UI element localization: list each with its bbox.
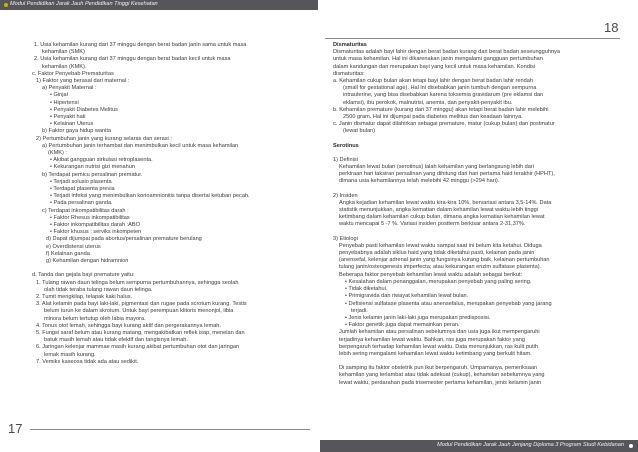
left-column <box>26 42 296 366</box>
left-text-line: 2) Pertumbuhan janin yang kurang selaras dan serasi : <box>36 135 172 142</box>
left-text-line: 2. Usia kehamilan kurang dari 37 minggu dengan berat badan kecil untuk masa <box>34 56 231 63</box>
left-text-line: • Terdapat plasenta previa <box>50 186 115 193</box>
right-text-line: (lewat bulan) <box>343 128 376 135</box>
right-text-line: kehamilan yang terlambat atau tidak adekuat (cukup), kehamilan sebelumnya yang <box>339 372 545 379</box>
left-text-line: 2. Tumit mengkilap, telapak kaki halus. <box>36 293 133 300</box>
right-text-line: eklamsi), ibu perokok, malnutrisi, anemia, dan penyakit-penyakit ibu. <box>343 99 513 106</box>
footer-bar <box>320 440 638 452</box>
right-text-line: c. Janin dismatur dapat dilahirkan sebagai premature, matur (cukup bulan) dan postmatur <box>333 121 555 128</box>
section-heading: Dismaturitas <box>333 42 367 48</box>
left-text-line: minora belum tertutup oleh labia mayora. <box>44 315 146 322</box>
left-text-line: 1. Tulang rawan daun telinga belum sempurna pertumbuhannya, sehingga seolah <box>36 279 239 286</box>
right-text-line: tulang janin/osteogenesis imperfecta; atau kekurangan enzim sulfatase plasenta). <box>339 264 542 271</box>
bullet-dot-icon <box>4 3 8 7</box>
spacer <box>333 229 615 236</box>
left-text-line: • Faktor Rhesus inkompatibilitas <box>50 214 130 221</box>
left-text-line: c) Terdapat inkompatibilitas darah : <box>42 207 129 214</box>
right-text-line: Beberapa faktor penyebab kehamilan lewat waktu adalah sebagai berikut: <box>339 271 523 278</box>
right-text-line: untuk masa kehamilan. Hal ini dikarenakan janin mengalami gangguan pertumbuhan <box>333 56 543 63</box>
spacer <box>333 136 615 143</box>
left-text-line: • Pada persalinan ganda. <box>50 200 113 207</box>
right-text-line: waktu mencapai 5 -7 %. Variasi insiden postterm berkisar antara 2-31,37%. <box>339 221 526 228</box>
left-text-line: c. Faktor Penyebab Prematuritas <box>32 70 114 77</box>
right-text-line: dismaturitas: <box>333 70 365 77</box>
right-text-line: Penyebab pasti kehamilan lewat waktu sampai saat ini belum kita ketahui. Diduga <box>339 242 542 249</box>
left-text-line: batuk masih lemah atau tidak efektif dan tangisnya lemah. <box>44 337 188 344</box>
left-text-line: 4. Tonus otot lemah, sehingga bayi kurang aktif dan pergerakannya lemah. <box>36 322 221 329</box>
right-text-line: 1) Definisi <box>333 156 358 163</box>
left-text-line: d. Tanda dan gejala bayi premature yaitu: <box>32 272 135 279</box>
left-text-line: • Faktor inkompatibilitas darah :ABO <box>50 222 140 229</box>
spacer <box>333 186 615 193</box>
left-text-line: 6. Jaringan kelenjar mammae masih kurang akibat pertumbuhan otot dan jaringan <box>36 344 240 351</box>
right-text-line: perkiraan hari taksiran persalinan yang dihitung dari hari pertama haid terakhir (HPHT), <box>339 171 555 178</box>
right-text-line: a. Kehamilan cukup bulan akan tetapi bayi lahir dengan berat badan lahir rendah <box>333 78 533 85</box>
header-bar <box>0 0 638 10</box>
left-text-line: • Kelainan Uterus <box>50 121 94 128</box>
right-text-line: • Jenis kelamin janin laki-laki juga merupakan predisposisi. <box>345 314 491 321</box>
left-text-line: kehamilan (KMK). <box>42 63 87 70</box>
left-text-line: e) Overdistensi uterus <box>46 243 101 250</box>
left-text-line: 1) Faktor yang berasal dari maternal : <box>36 78 130 85</box>
right-column <box>333 42 615 387</box>
left-text-line: a) Pertumbuhan janin terhambat dan menimbulkan kecil untuk masa kehamilan <box>42 142 239 149</box>
right-text-line: • Faktor genetik juga dapat memainkan peran. <box>345 322 460 329</box>
page-number-left: 17 <box>8 421 23 436</box>
left-text-line: • Ginjal <box>50 92 68 99</box>
divider-right <box>325 38 620 39</box>
left-text-line: • Penyakit hati <box>50 114 86 121</box>
spacer <box>333 150 615 157</box>
left-text-line: 3. Alat kelamin pada bayi laki-laki, pigmentasi dan rugae pada scrotum kurang. Testis <box>36 301 247 308</box>
right-text-line: dalam kandungan dan merupakan bayi yang kecil untuk masa kehamilan. Kondisi <box>333 63 536 70</box>
left-text-line: 1. Usia kehamilan kurang dari 37 minggu dengan berat badan janin sama untuk masa <box>34 42 247 48</box>
right-text-line: 3) Etiologi <box>333 235 358 242</box>
left-text-line: lemak masih kurang. <box>44 351 96 358</box>
spacer <box>333 358 615 365</box>
left-text-line: • Penyakit Diabetes Melitus <box>50 106 118 113</box>
right-text-line: terjadinya kehamilan lewat waktu. Bahkan, ras juga merupakan faktor yang <box>339 336 525 343</box>
left-text-line: belum turun ke dalam skrotum. Untuk bayi perempuan klitoris menonjol, libia <box>44 308 234 315</box>
right-text-line: penyebabnya adalah siklus haid yang tidak diketahui pasti, kelainan pada janin <box>339 250 535 257</box>
left-text-line: 5. Fungsi saraf belum atau kurang matang, mengakibatkan reflek isap, menelan dan <box>36 329 245 336</box>
header-title: Modul Pendidikan Jarak Jauh Pendidikan Tinggi Kesehatan <box>10 1 158 7</box>
right-text-line: Dismaturitas adalah bayi lahir dengan berat badan kurang dari berat badan seseungguhnya <box>333 49 561 56</box>
page-number-right: 18 <box>604 20 619 35</box>
left-text-line: (KMK) : <box>48 150 67 157</box>
right-text-line: Angka kejadian kehamilan lewat waktu kira-kira 10%, bervariasi antara 3,5-14%. Data <box>339 199 552 206</box>
right-text-line: lebih sering mengalami kehamilan lewat waktu ketimbang yang berkulit hitam. <box>339 350 532 357</box>
footer-title: Modul Pendidikan Jarak Jauh Jenjang Diploma 3 Program Studi Kebidanan <box>437 442 624 448</box>
left-text-line: • Faktor khusus : serviks inkompeten <box>50 229 142 236</box>
left-text-line: • Terjadi infeksi yang menimbulkan korioamnionitis tanpa disertai ketuban pecah. <box>50 193 250 200</box>
right-text-line: Di samping itu faktor obstetrik pun ikut berpengaruh. Umpamanya, pemeriksaan <box>339 365 538 372</box>
divider-left <box>30 429 310 430</box>
right-text-line: 2500 gram. Hal ini dijumpai pada diabetes mellitus dan keadaan lainnya. <box>343 114 523 121</box>
right-text-line: (small for gestational age). Hal ini disebabkan janin tumbuh dengan sempurna <box>343 85 537 92</box>
left-text-line: olah tidak teraba tulang rawan daun telinga. <box>44 286 153 293</box>
left-text-line: 7. Vemiks kaseosa tidak ada atau sedikit. <box>36 358 139 365</box>
left-text-line: kehamilan (SMK) <box>42 49 85 56</box>
bullet-dot-icon <box>629 444 633 448</box>
right-text-line: Jumlah kehamilan atau persalinan sebelumnya dan usia juga ikut mempengaruhi <box>339 329 540 336</box>
right-text-line: b. Kehamilan premature (kurang dari 37 minggu) akan tetapi berat badan lahir melebihi <box>333 106 549 113</box>
right-text-line: ketimbang dalam kehamilan cukup bulan, dimana angka kematian kehamilan lewat <box>339 214 545 221</box>
right-text-line: dimana usia kehamilannya telah melebihi 42 minggu (>294 hari). <box>339 178 500 185</box>
left-text-line: b) Faktor gaya hidup wanita <box>42 128 112 135</box>
right-text-line: • Defisiensi sulfatase plasenta atau anensefalus, merupakan penyebab yang jarang <box>345 300 552 307</box>
left-text-line: a) Penyakit Maternal : <box>42 85 97 92</box>
left-text-line: • Terjadi solusio plasenta <box>50 178 112 185</box>
right-text-line: Kehamilan lewat bulan (serotinus) ialah kehamilan yang berlangsung lebih dari <box>339 164 534 171</box>
section-heading: Serotinus <box>333 142 359 149</box>
right-text-line: terjadi. <box>351 307 368 314</box>
left-text-line: g) Kehamilan dengan hidramnion <box>46 258 129 265</box>
right-text-line: berpengaruh terhadap kehamilan lewat waktu. Data menunjukkan, ras kulit putih <box>339 343 539 350</box>
left-text-line: • Akibat gangguan sirkulasi retroplasenta. <box>50 157 153 164</box>
right-text-line: • Kesalahan dalam penanggalan, merupakan penyebab yang paling sering. <box>345 278 532 285</box>
right-text-line: • Tidak diketahui. <box>345 286 388 293</box>
left-text-line: b) Terdapat pemicu persalinan prematur. <box>42 171 143 178</box>
left-text-line: • Hipertensi <box>50 99 79 106</box>
left-text-line: f) Kelainan ganda <box>46 250 90 257</box>
right-text-line: lewat waktu, perdarahan pada trisemester pertama kehamilan, jenis kelamin janin <box>339 379 542 386</box>
right-text-line: (anensefal, kelenjar adrenal janin yang fungsinya kurang baik, kelainan pertumbuhan <box>339 257 550 264</box>
spacer <box>26 265 296 272</box>
right-text-line: • Primigravida dan riwayat kehamilan lewat bulan. <box>345 293 469 300</box>
right-text-line: statistik menunjukkan, angka kematian dalam kehamilan lewat waktu lebih tinggi <box>339 207 538 214</box>
left-text-line: • Kekurangan nutrisi gizi menahun <box>50 164 135 171</box>
left-text-line: d) Dapat dijumpai pada abortus/persalinan premature berulang <box>46 236 202 243</box>
right-text-line: intrauterine, yang bisa disebabkan karena toksemia gravidarum (pre eklamsi dan <box>343 92 544 99</box>
right-text-line: 2) Insiden <box>333 192 358 199</box>
